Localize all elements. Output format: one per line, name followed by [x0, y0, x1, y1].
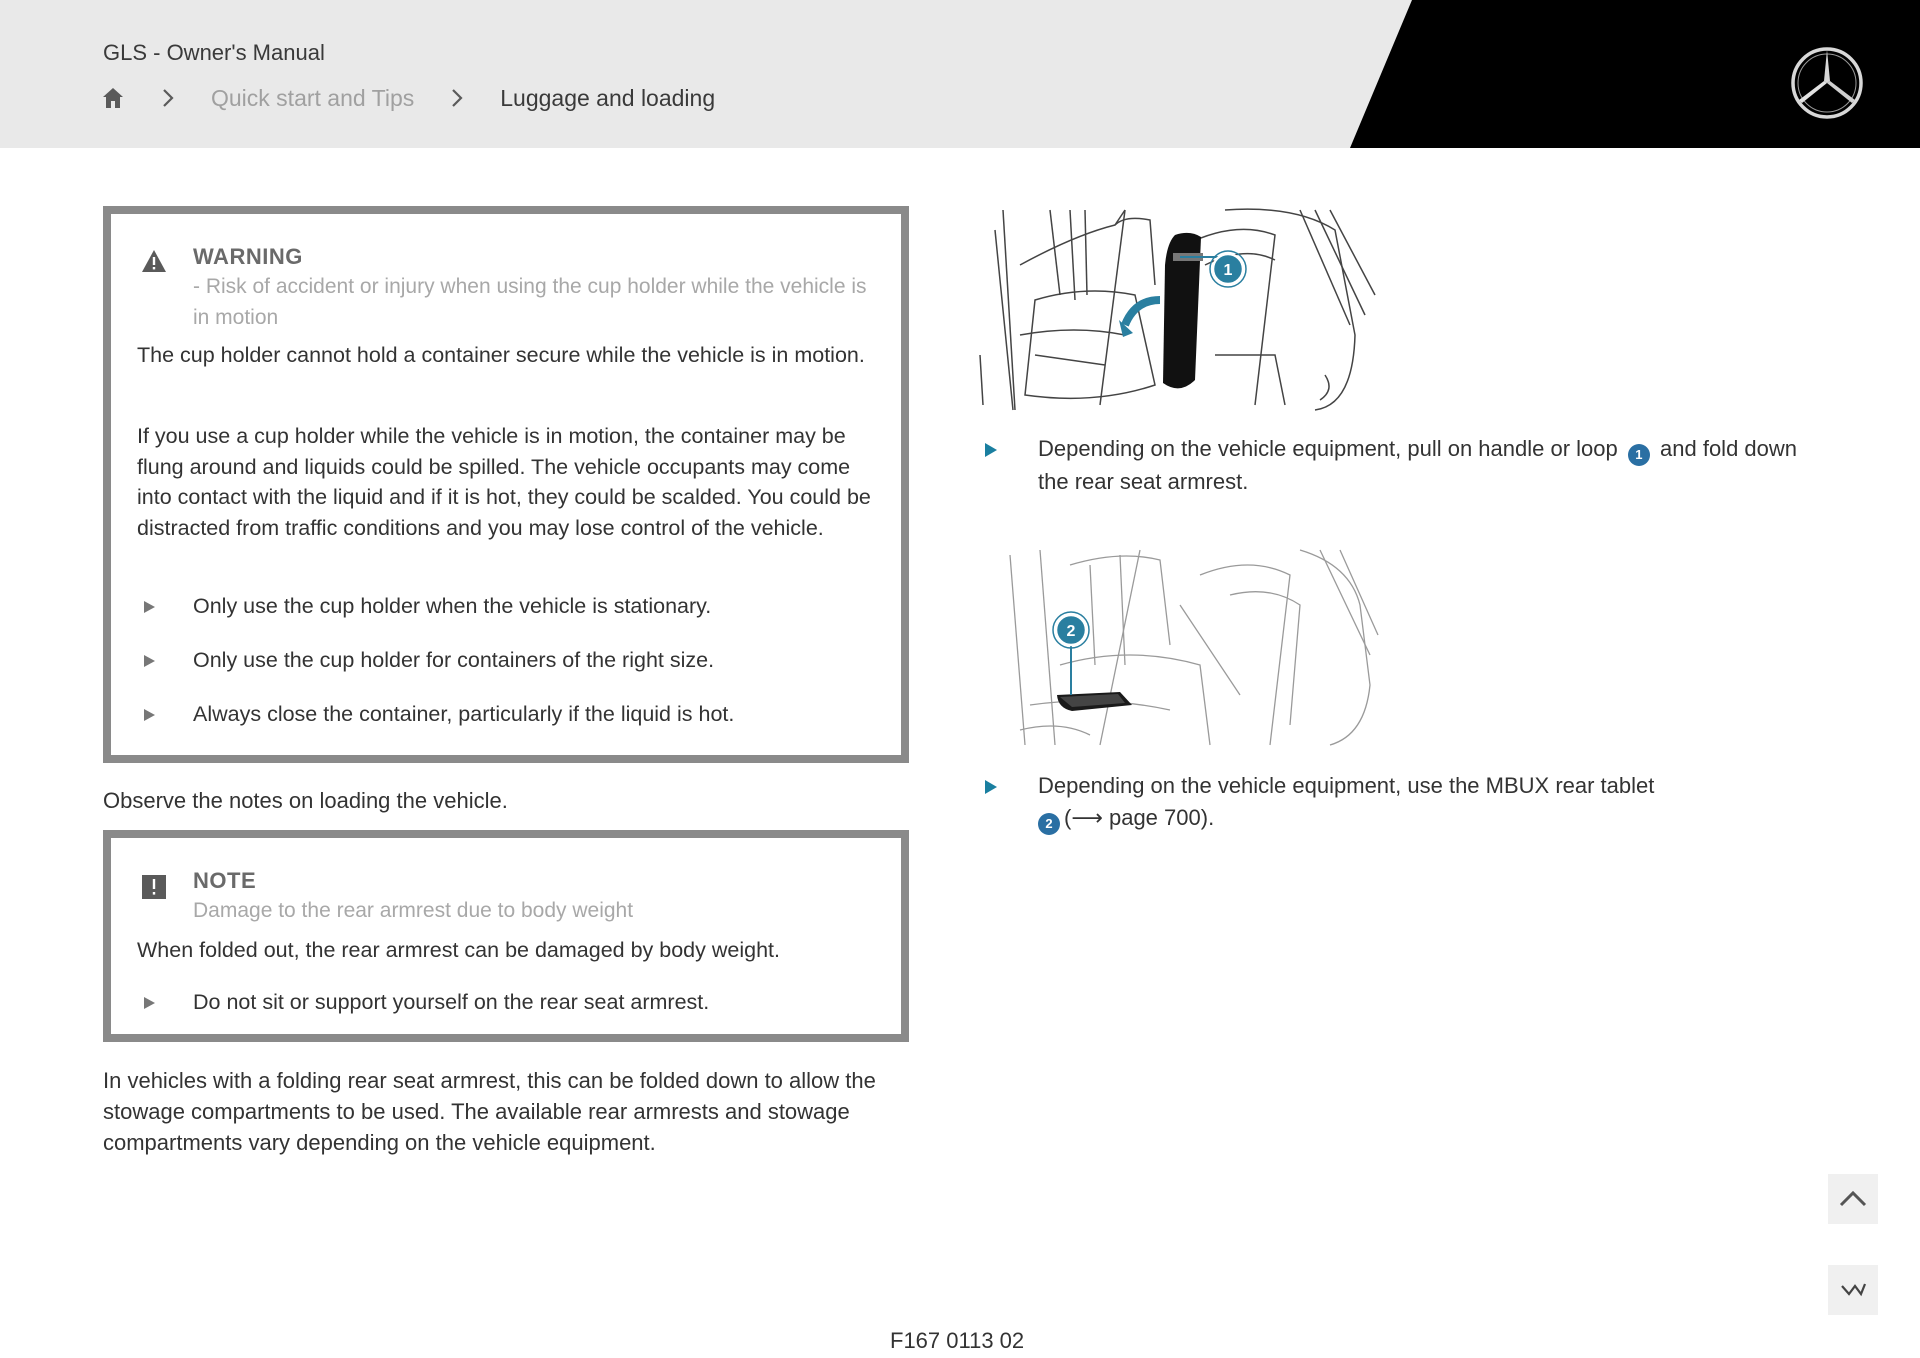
mercedes-star-logo[interactable]: [1790, 46, 1864, 120]
home-icon[interactable]: [101, 86, 125, 110]
callout-1-badge: 1: [1628, 444, 1650, 466]
warning-paragraph: The cup holder cannot hold a container secure while the vehicle is in motion.: [137, 343, 865, 367]
bullet-triangle-icon: [985, 443, 997, 457]
note-bullet: [137, 990, 709, 1015]
callout-2-label: 2: [1066, 623, 1076, 640]
bullet-text: Only use the cup holder for containers of the right size.: [193, 648, 715, 672]
page-badge-button[interactable]: [1828, 1265, 1878, 1315]
bullet-text: Only use the cup holder when the vehicle is stationary.: [193, 594, 712, 618]
warning-bullet: [137, 594, 711, 619]
bullet-triangle-icon: [144, 655, 155, 667]
observe-text: Observe the notes on loading the vehicle.: [103, 788, 508, 813]
warning-bullet: [137, 702, 734, 727]
step-1: [985, 433, 1805, 498]
chevron-right-icon: [161, 87, 175, 109]
page-badge-icon: [1839, 1280, 1867, 1300]
step-1-text-end: and fold down the rear seat armrest.: [1038, 436, 1798, 494]
scroll-top-button[interactable]: [1828, 1174, 1878, 1224]
warning-subtitle: - Risk of accident or injury when using the cup holder while the vehicle is in motion: [193, 275, 867, 329]
chevron-up-icon: [1838, 1189, 1868, 1209]
warning-box: [103, 206, 909, 763]
warning-paragraph: If you use a cup holder while the vehicle is in motion, the container may be flung around and liquids could be spilled. The vehicle occupants may come into contact with the liquid and if it is hot, they could be scalded. You could be distracted from traffic conditions and you may lose control of the vehicle.: [137, 424, 871, 540]
doc-title: GLS - Owner's Manual: [103, 40, 325, 65]
breadcrumb: [101, 83, 715, 113]
step-1-text: Depending on the vehicle equipment, pull on handle or loop: [1038, 436, 1618, 461]
note-text: When folded out, the rear armrest can be damaged by body weight.: [137, 938, 780, 962]
bullet-text: Always close the container, particularly if the liquid is hot.: [193, 702, 735, 726]
rear-seat-armrest-illustration: [975, 205, 1380, 415]
breadcrumb-link[interactable]: Quick start and Tips: [211, 84, 415, 111]
bullet-triangle-icon: [144, 997, 155, 1009]
bullet-triangle-icon: [144, 601, 155, 613]
footer-code: F167 0113 02: [890, 1328, 1025, 1353]
armrest-paragraph: In vehicles with a folding rear seat armrest, this can be folded down to allow the stowage compartments to be used. The available rear armrests and stowage compartments vary depending on the vehicle equipment.: [103, 1068, 876, 1155]
chevron-right-icon: [450, 87, 464, 109]
note-label: NOTE: [193, 868, 257, 893]
note-subtitle: Damage to the rear armrest due to body weight: [193, 899, 634, 922]
header: [0, 0, 1920, 148]
warning-triangle-icon: [141, 248, 167, 274]
note-box: [103, 830, 909, 1042]
callout-2-badge: 2: [1038, 813, 1060, 835]
bullet-text: Do not sit or support yourself on the rear seat armrest.: [193, 990, 710, 1014]
bullet-triangle-icon: [985, 780, 997, 794]
warning-label: WARNING: [193, 244, 303, 269]
note-exclamation-icon: [141, 874, 167, 900]
page-reference-link[interactable]: (⟶ page 700).: [1064, 805, 1215, 830]
bullet-triangle-icon: [144, 709, 155, 721]
step-2-text: Depending on the vehicle equipment, use the MBUX rear tablet: [1038, 773, 1655, 798]
breadcrumb-current: Luggage and loading: [500, 84, 716, 111]
warning-bullet: [137, 648, 714, 673]
rear-tablet-illustration: [1000, 545, 1380, 750]
callout-1-label: 1: [1223, 262, 1233, 279]
step-2: [985, 770, 1805, 835]
